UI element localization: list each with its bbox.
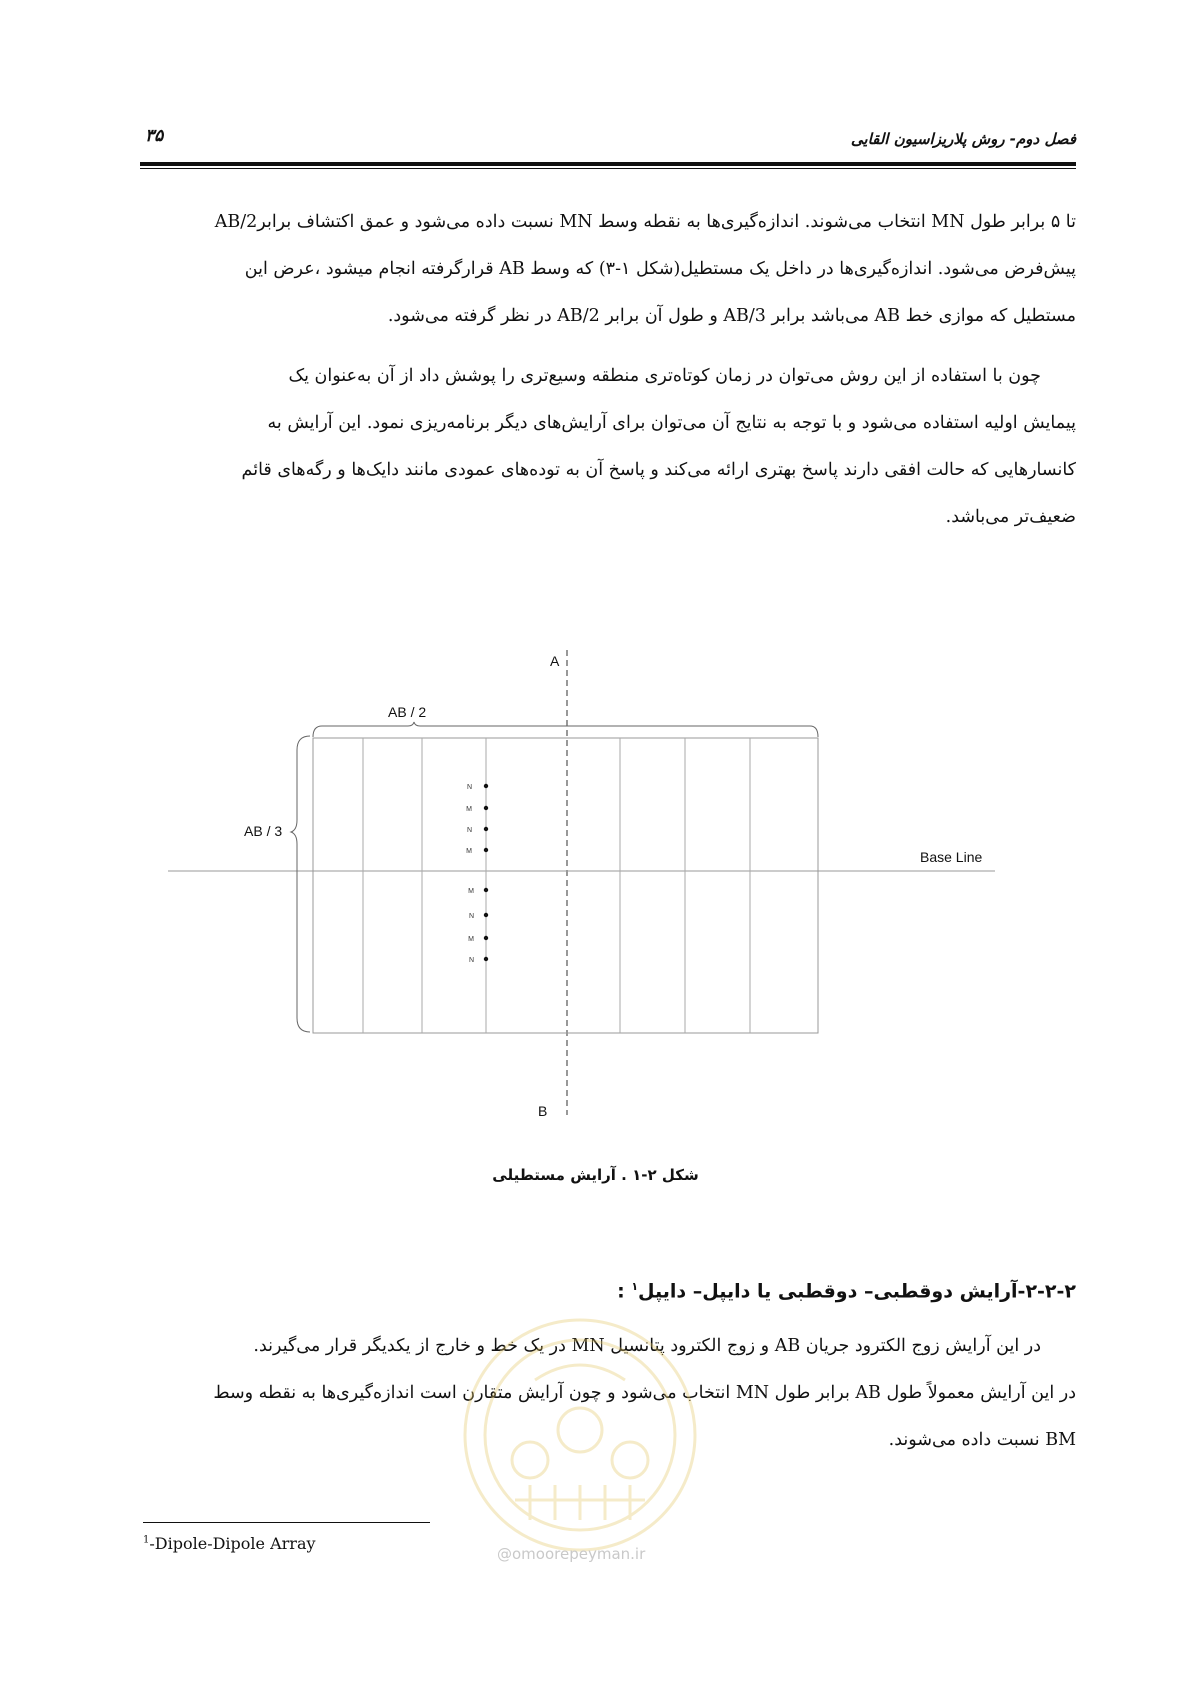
section-heading-text: ۲-۲-۲-آرایش دوقطبی– دوقطبی یا دایپل– دایپل bbox=[638, 1280, 1076, 1303]
header-rule-thin bbox=[140, 168, 1076, 169]
ab3-brace bbox=[291, 736, 310, 1032]
paragraph-1 bbox=[143, 199, 1076, 340]
label-baseline: Base Line bbox=[920, 849, 983, 865]
paragraph-line: پیمایش اولیه استفاده می‌شود و با توجه به نتایج آن می‌توان برای آرایش‌های دیگر برنامه‌ریزی نمود. این آرایش به bbox=[267, 413, 1076, 433]
paragraph-line: ضعیف‌تر می‌باشد. bbox=[945, 507, 1076, 527]
footnote-reference: ۱ bbox=[631, 1280, 639, 1293]
rectangular-array-figure bbox=[150, 640, 1020, 1130]
paragraph-line: در این آرایش زوج الکترود جریان AB و زوج الکترود پتانسیل MN در یک خط و خارج از یکدیگر قرار می‌گیرند. bbox=[253, 1336, 1041, 1356]
section-heading bbox=[617, 1280, 1076, 1302]
paragraph-line: پیش‌فرض می‌شود. اندازه‌گیری‌ها در داخل یک مستطیل(شکل ۱-۳) که وسط AB قرارگرفته انجام میشود ،عرض این bbox=[244, 259, 1076, 279]
electrode-label: M bbox=[468, 888, 474, 895]
footnote-rule bbox=[143, 1522, 430, 1523]
chapter-title: فصل دوم- روش پلاریزاسیون القایی bbox=[850, 130, 1076, 148]
footnote-mark: 1 bbox=[143, 1534, 150, 1546]
footnote-text: -Dipole-Dipole Array bbox=[149, 1534, 316, 1553]
paragraph-2 bbox=[143, 353, 1076, 541]
electrode-label: M bbox=[468, 936, 474, 943]
grid-lines bbox=[363, 738, 763, 1033]
header-rule-thick bbox=[140, 162, 1076, 166]
electrode-label: N bbox=[466, 827, 472, 834]
paragraph-line: چون با استفاده از این روش می‌توان در زمان کوتاه‌تری منطقه وسیع‌تری را پوشش داد از آن به‌عنوان یک bbox=[288, 366, 1041, 386]
paragraph-line: تا ۵ برابر طول MN انتخاب می‌شوند. اندازه‌گیری‌ها به نقطه وسط MN نسبت داده می‌شود و عمق اکتشاف برابرAB/2 bbox=[214, 212, 1076, 232]
electrode-label: N bbox=[468, 913, 474, 920]
electrode-label: M bbox=[466, 806, 472, 813]
paragraph-line: مستطیل که موازی خط AB می‌باشد برابر AB/3 و طول آن برابر AB/2 در نظر گرفته می‌شود. bbox=[387, 306, 1076, 326]
label-a: A bbox=[550, 653, 560, 669]
paragraph-line: BM نسبت داده می‌شوند. bbox=[888, 1430, 1076, 1450]
electrode-label: N bbox=[466, 784, 472, 791]
section-heading-suffix: : bbox=[617, 1280, 632, 1303]
electrode-label: M bbox=[466, 848, 472, 855]
label-ab3: AB / 3 bbox=[244, 823, 283, 839]
label-b: B bbox=[538, 1103, 548, 1119]
watermark-seal-icon bbox=[455, 1310, 705, 1570]
paragraph-line: در این آرایش معمولاً طول AB برابر طول MN انتخاب می‌شود و چون آرایش متقارن است اندازه‌گیری‌ها به نقطه وسط bbox=[213, 1383, 1076, 1403]
electrode-label: N bbox=[468, 957, 474, 964]
footnote bbox=[143, 1534, 316, 1553]
paragraph-line: کانسارهایی که حالت افقی دارند پاسخ بهتری ارائه می‌کند و پاسخ آن به توده‌های عمودی مانند دایک‌ها و رگه‌های قائم bbox=[241, 460, 1076, 480]
page-number: ۳۵ bbox=[145, 126, 164, 146]
watermark-text: @omoorepeyman.ir bbox=[497, 1545, 646, 1563]
ab2-brace bbox=[313, 722, 818, 737]
measurement-rectangle bbox=[313, 738, 818, 1033]
label-ab2: AB / 2 bbox=[388, 704, 427, 720]
figure-caption: شکل ۲-۱ . آرایش مستطیلی bbox=[492, 1166, 699, 1184]
